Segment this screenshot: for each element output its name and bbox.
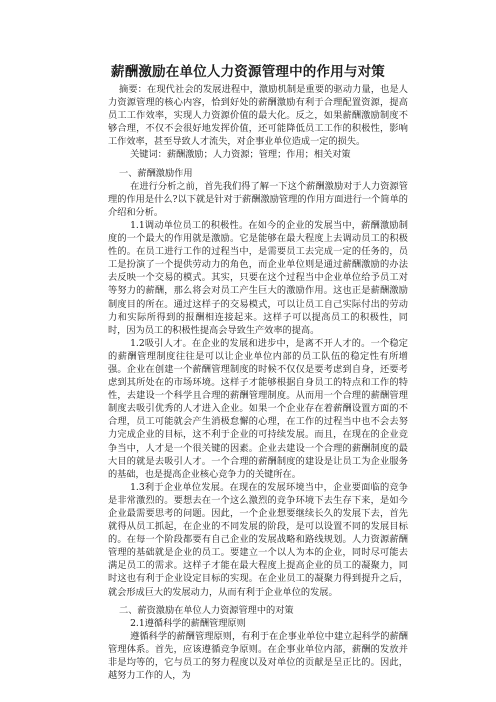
document-body — [108, 83, 408, 682]
paragraph-2-1: 遵循科学的薪酬管理原则，有利于在企事业单位中建立起科学的薪酬管理体系。首先，应该遵循竞争原则。在企事业单位内部，薪酬的发放并非是均等的，它与员工的努力程度以及对单位的贡献是呈正比的。因此，越努力工作的人，为 — [108, 630, 408, 682]
section-2-1-heading: 2.1遵循科学的薪酬管理原则 — [130, 617, 246, 629]
section-1-heading: 一、薪酬激励作用 — [119, 167, 193, 179]
paragraph-1-2: 1.2吸引人才。在企业的发展和进步中，是离不开人才的。一个稳定的薪酬管理制度往往是可以让企业单位内部的员工队伍的稳定性有所增强。企业在创建一个薪酬管理制度的时候不仅仅是要考虑到自身，还要考虑到其所处在的市场环境。这样子才能够根据自身员工的特点和工作的特性，去建设一个科学且合理的薪酬管理制度。从而用一个合理的薪酬管理制度去吸引优秀的人才进入企业。如果一个企业存在着薪酬设置方面的不合理，员工可能就会产生消极怠懈的心理，在工作的过程当中也不会去努力完成企业的目标，这不利于企业的可持续发展。而且，在现在的企业竞争当中，人才是一个很关键的因素。企业去建设一个合理的薪酬制度的最大目的就是去吸引人才。一个合理的薪酬制度的建设是让员工为企业服务的基础，也是提高企业核心竞争力的关键所在。 — [108, 337, 408, 480]
paragraph-1-1: 1.1调动单位员工的积极性。在如今的企业的发展当中，薪酬激励制度的一个最大的作用就是激励。它是能够在最大程度上去调动员工的积极性的。在员工进行工作的过程当中，是需要员工去完成一定的任务的，员工是扮演了一个提供劳动力的角色，而企业单位则是通过薪酬激励的办法去反映一个交易的模式。其实，只要在这个过程当中企业单位给予员工对等努力的薪酬，那么将会对员工产生巨大的激励作用。这也正是薪酬激励制度目的所在。通过这样子的交易模式，可以让员工自己实际付出的劳动力和实际所得到的报酬相连接起来。这样子可以提高员工的积极性，同时，因为员工的积极性提高会导致生产效率的提高。 — [108, 219, 408, 336]
keywords-line: 关键词：薪酬激励；人力资源；管理；作用；相关对策 — [130, 149, 351, 161]
abstract-paragraph: 摘要：在现代社会的发展进程中，激励机制是重要的驱动力量，也是人力资源管理的核心内容，恰到好处的薪酬激励有利于合理配置资源，提高员工工作效率，实现人力资源价值的最大化。反之，如果薪酬激励制度不够合理，不仅不会很好地发挥价值，还可能降低员工工作的积极性，影响工作效率，甚至导致人才流失，对企事业单位造成一定的损失。 — [108, 84, 408, 148]
paragraph-1-3: 1.3利于企业单位发展。在现在的发展环境当中，企业要面临的竞争是非常激烈的。要想去在一个这么激烈的竞争环境下去生存下来，是如今企业最需要思考的问题。因此，一个企业想要继续长久的发展下去，首先就得从员工抓起，在企业的不同发展的阶段，是可以设置不同的发展目标的。在每一个阶段都要有自己企业的发展战略和路线规划。人力资源薪酬管理的基础就是企业的员工。要建立一个以人为本的企业，同时尽可能去满足员工的需求。这样子才能在最大程度上提高企业的员工的凝聚力，同时这也有利于企业设定目标的实现。在企业员工的凝聚力得到提升之后，就会形成巨大的发展动力，从而有利于企业单位的发展。 — [108, 481, 408, 598]
section-1-intro: 在进行分析之前，首先我们得了解一下这个薪酬激励对于人力资源管理的作用是什么?以下就是针对于薪酬激励管理的作用方面进行一个简单的介绍和分析。 — [108, 180, 408, 218]
document-title: 薪酬激励在单位人力资源管理中的作用与对策 — [111, 64, 385, 80]
section-2-heading: 二、薪资激励在单位人力资源管理中的对策 — [119, 604, 294, 616]
